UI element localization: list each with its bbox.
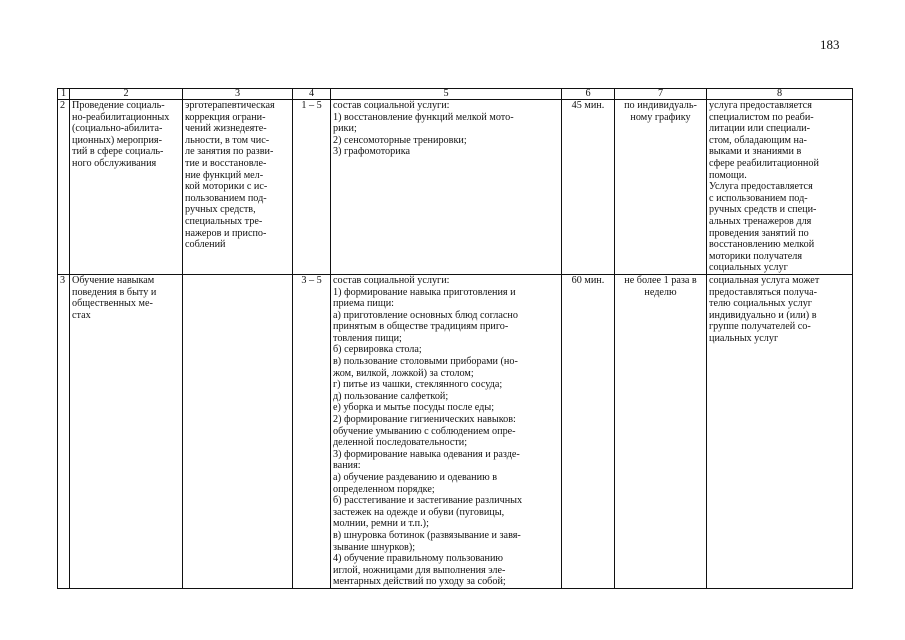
cell-line: ментарных действий по уходу за собой;	[333, 576, 506, 588]
cell-line: состав социальной услуги:	[333, 274, 450, 286]
cell-line: альных тренажеров для	[709, 215, 812, 227]
cell-line: а) приготовление основных блюд согласно	[333, 309, 518, 321]
conditions-cell	[707, 100, 853, 275]
cell-line: телю социальных услуг	[709, 298, 812, 310]
cell-line: Услуга предоставляется	[709, 181, 813, 193]
cell-line: молнии, ремни и т.п.);	[333, 518, 429, 530]
column-header: 8	[707, 89, 853, 100]
cell-line: предоставляться получа-	[709, 286, 818, 298]
cell-line: специалистом по реаби-	[709, 111, 814, 123]
cell-line: в) пользование столовыми приборами (но-	[333, 356, 518, 368]
cell-line: деленной последовательности;	[333, 437, 468, 449]
cell-line: ционных) мероприя-	[72, 134, 163, 146]
cell-line: группе получателей со-	[709, 321, 811, 333]
service-name-cell	[70, 274, 183, 588]
cell-line: восстановлению мелкой	[709, 239, 815, 251]
cell-line: тий в сфере социаль-	[72, 146, 164, 158]
column-header: 1	[58, 89, 70, 100]
cell-line: с использованием под-	[709, 192, 808, 204]
cell-line: б) расстегивание и застегивание различных	[333, 495, 523, 507]
cell-line: 2) формирование гигиенических навыков:	[333, 414, 516, 426]
cell-line: поведения в быту и	[72, 286, 157, 298]
cell-line: 1) восстановление функций мелкой мото-	[333, 111, 514, 123]
table-row	[58, 100, 853, 275]
cell-line: стом, обладающим на-	[709, 134, 807, 146]
cell-line: б) сервировка стола;	[333, 344, 422, 356]
cell-line: застежек на одежде и обуви (пуговицы,	[333, 506, 505, 518]
cell-line: д) пользование салфеткой;	[333, 390, 449, 402]
cell-line: помощи.	[709, 169, 747, 181]
cell-line: ного обслуживания	[72, 157, 157, 169]
page-number: 183	[820, 37, 840, 52]
cell-line: общественных ме-	[72, 298, 153, 310]
cell-line: ручных средств и специ-	[709, 204, 817, 216]
cell-line: 2) сенсомоторные тренировки;	[333, 134, 467, 146]
cell-line: 3) графомоторика	[333, 146, 411, 158]
cell-line: е) уборка и мытье посуды после еды;	[333, 402, 495, 414]
cell-line: тие и восстановле-	[185, 157, 267, 169]
cell-line: соблений	[185, 239, 226, 251]
cell-line: проведения занятий по	[709, 227, 809, 239]
cell-line: ручных средств,	[185, 204, 256, 216]
duration-cell: 45 мин.	[562, 100, 615, 275]
column-header: 4	[293, 89, 331, 100]
cell-line: нажеров и приспо-	[185, 227, 267, 239]
cell-line: ние функций мел-	[185, 169, 264, 181]
column-header: 3	[183, 89, 293, 100]
cell-line: сфере реабилитационной	[709, 157, 819, 169]
cell-line: 4) обучение правильному пользованию	[333, 553, 504, 565]
column-header: 2	[70, 89, 183, 100]
period-cell: 1 – 5	[293, 100, 331, 275]
cell-line: чений жизнедеяте-	[185, 123, 267, 135]
cell-line: льности, в том чис-	[185, 134, 270, 146]
cell-line: стах	[72, 309, 91, 321]
cell-line: а) обучение раздеванию и одеванию в	[333, 472, 498, 483]
cell-line: литации или специали-	[709, 123, 811, 135]
table-row	[58, 274, 853, 588]
cell-line: Обучение навыкам	[72, 274, 155, 286]
column-header: 5	[331, 89, 562, 100]
cell-line: иглой, ножницами для выполнения эле-	[333, 564, 506, 576]
cell-line: по индивидуаль-	[624, 100, 697, 111]
cell-line: обучение умыванию с соблюдением опре-	[333, 425, 516, 437]
frequency-cell	[615, 100, 707, 275]
service-description-cell	[331, 100, 562, 275]
cell-line: кой моторики с ис-	[185, 181, 268, 193]
cell-line: индивидуально и (или) в	[709, 309, 817, 321]
cell-line: состав социальной услуги:	[333, 100, 450, 111]
cell-line: специальных тре-	[185, 215, 263, 227]
conditions-cell	[707, 274, 853, 588]
column-header: 6	[562, 89, 615, 100]
cell-line: приема пищи:	[333, 298, 394, 310]
cell-line: услуга предоставляется	[709, 100, 812, 111]
cell-line: определенном порядке;	[333, 483, 435, 495]
duration-cell: 60 мин.	[562, 274, 615, 588]
cell-line: моторики получателя	[709, 250, 803, 262]
cell-line: 3) формирование навыка одевания и разде-	[333, 448, 520, 460]
cell-line: рики;	[333, 123, 357, 135]
cell-line: социальных услуг	[709, 262, 788, 274]
cell-line: (социально-абилита-	[72, 123, 163, 135]
cell-line: ле занятия по разви-	[185, 146, 274, 158]
cell-line: эрготерапевтическая	[185, 100, 275, 111]
service-content-cell	[183, 274, 293, 588]
cell-line: в) шнуровка ботинок (развязывание и завя-	[333, 529, 521, 541]
row-number-cell: 3	[58, 274, 70, 588]
column-header: 7	[615, 89, 707, 100]
cell-line: жом, вилкой, ложкой) за столом;	[333, 367, 474, 379]
cell-line: принятым в обществе традициям приго-	[333, 321, 509, 333]
cell-line: 1) формирование навыка приготовления и	[333, 286, 516, 298]
cell-line: зывание шнурков);	[333, 541, 416, 553]
cell-line: не более 1 раза в	[624, 274, 697, 286]
row-number-cell: 2	[58, 100, 70, 275]
cell-line: г) питье из чашки, стеклянного сосуда;	[333, 379, 503, 391]
services-table	[57, 88, 853, 589]
cell-line: товления пищи;	[333, 332, 402, 344]
cell-line: выками и знаниями в	[709, 146, 802, 158]
cell-line: коррекция ограни-	[185, 111, 266, 123]
cell-line: неделю	[644, 286, 677, 298]
service-content-cell	[183, 100, 293, 275]
cell-line: пользованием под-	[185, 192, 267, 204]
cell-line: вания:	[333, 460, 361, 472]
cell-line: ному графику	[630, 111, 691, 123]
cell-line: циальных услуг	[709, 332, 779, 344]
cell-line: социальная услуга может	[709, 274, 820, 286]
service-description-cell	[331, 274, 562, 588]
cell-line: Проведение социаль-	[72, 100, 165, 111]
column-number-row	[58, 89, 853, 100]
frequency-cell	[615, 274, 707, 588]
service-name-cell	[70, 100, 183, 275]
cell-line: но-реабилитационных	[72, 111, 170, 123]
period-cell: 3 – 5	[293, 274, 331, 588]
